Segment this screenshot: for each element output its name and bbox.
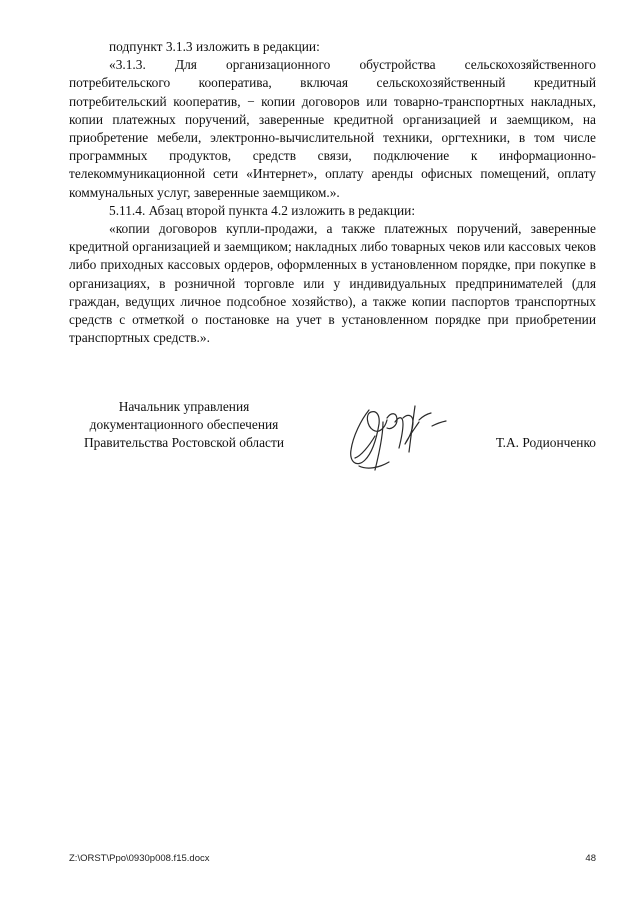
paragraph-intro-3-1-3: подпункт 3.1.3 изложить в редакции: [109,39,320,54]
signer-name: Т.А. Родионченко [495,435,596,450]
page-footer [69,853,596,867]
paragraph-3-1-3-text: «3.1.3. Для организационного обустройства сельскохозяйственного потребительского кооператива, включая сельскохозяйственный кредитный потребительский кооператив, − копии договоров или товарно-транспортных накладных, копии платежных поручений, заверенные кредитной организацией и заемщиком, на приобретение мебели, электронно-вычислительной техники, оргтехники, в том числе программных продуктов, средств связи, подключение к информационно-телекоммуникационной сети «Интернет», оплату аренды офисных помещений, оплату коммунальных услуг, заверенные заемщиком.». [69,57,596,200]
signer-position-line: документационного обеспечения [89,417,279,433]
signer-position-line: Начальник управления [118,399,250,414]
signer-position-line: Правительства Ростовской области [83,435,285,451]
paragraph-intro-5-11-4: 5.11.4. Абзац второй пункта 4.2 изложить в редакции: [109,202,416,218]
handwritten-signature [339,396,451,480]
document-body [69,38,596,347]
footer-file-path: Z:\ORST\Ppo\0930p008.f15.docx [69,853,210,864]
paragraph-4-2-text: «копии договоров купли-продажи, а также платежных поручений, заверенные кредитной организацией и заемщиком; накладных либо товарных чеков или кассовых чеков либо приходных кассовых ордеров, оформленных в установленном порядке, при покупке в организациях, в розничной торговле или у индивидуальных предпринимателей (для граждан, ведущих личное подсобное хозяйство), а также копии паспортов транспортных средств с отметкой о постановке на учет в установленном порядке при приобретении транспортных средств.». [69,221,596,346]
signer-position [69,398,299,453]
page-number: 48 [585,853,596,864]
signature-block [69,398,596,488]
